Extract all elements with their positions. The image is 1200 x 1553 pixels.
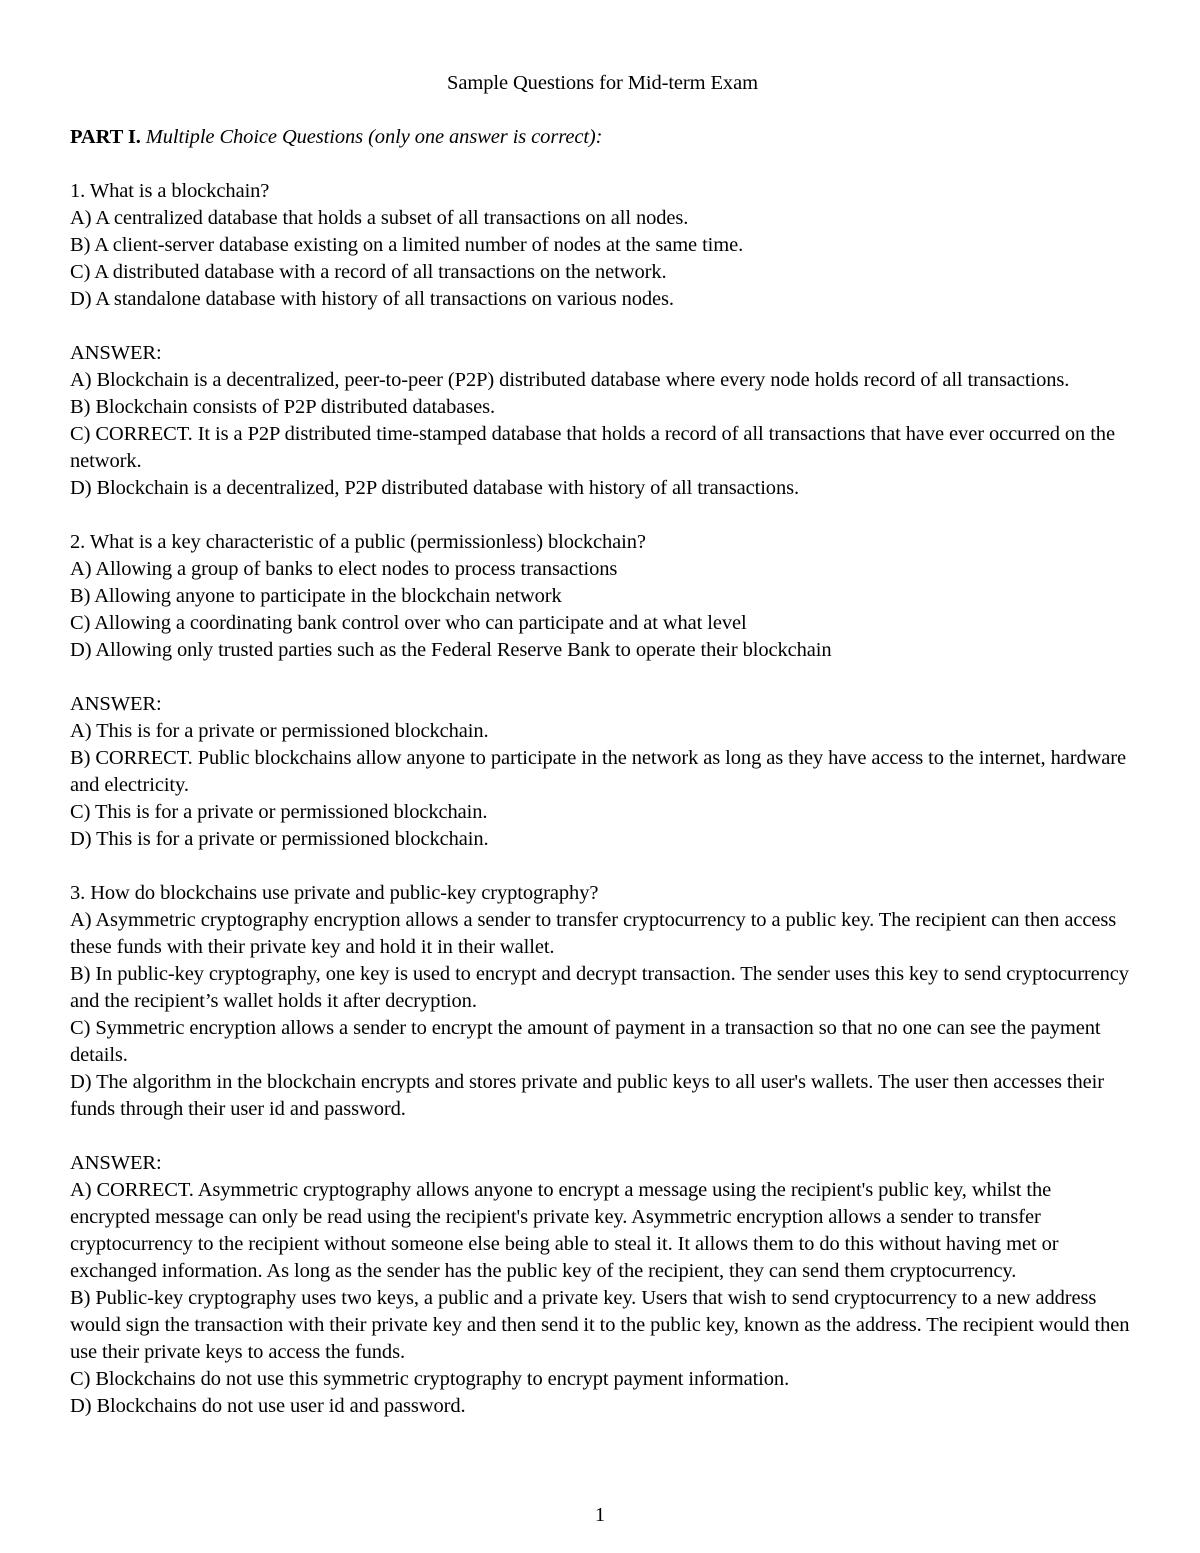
option-b: B) Allowing anyone to participate in the blockchain network [70,585,562,607]
answer-a: A) Blockchain is a decentralized, peer-to-peer (P2P) distributed database where every node holds record of all transactions. [70,369,1070,391]
question-text: 3. How do blockchains use private and public-key cryptography? [70,882,599,904]
document-page [70,70,1135,1447]
option-a: A) Asymmetric cryptography encryption allows a sender to transfer cryptocurrency to a public key. The recipient can then access these funds with their private key and hold it in their wallet. [70,909,1117,958]
option-d: D) A standalone database with history of all transactions on various nodes. [70,288,674,310]
question-3 [70,880,1135,1123]
question-1 [70,178,1135,313]
question-text: 1. What is a blockchain? [70,180,270,202]
answer-b: B) Public-key cryptography uses two keys, a public and a private key. Users that wish to send cryptocurrency to a new address would sign the transaction with their private key and then send it to the public key, known as the address. The recipient would then use their private keys to access the funds. [70,1287,1130,1363]
answer-label: ANSWER: [70,693,162,715]
answer-b: B) Blockchain consists of P2P distributed databases. [70,396,496,418]
part-instruction: Multiple Choice Questions (only one answer is correct): [145,126,603,148]
question-text: 2. What is a key characteristic of a public (permissionless) blockchain? [70,531,646,553]
answer-3 [70,1150,1135,1420]
question-2 [70,529,1135,664]
option-d: D) The algorithm in the blockchain encrypts and stores private and public keys to all user's wallets. The user then accesses their funds through their user id and password. [70,1071,1104,1120]
option-d: D) Allowing only trusted parties such as the Federal Reserve Bank to operate their blockchain [70,639,832,661]
option-b: B) In public-key cryptography, one key is used to encrypt and decrypt transaction. The sender uses this key to send cryptocurrency and the recipient’s wallet holds it after decryption. [70,963,1129,1012]
answer-c: C) Blockchains do not use this symmetric cryptography to encrypt payment information. [70,1368,790,1390]
answer-b: B) CORRECT. Public blockchains allow anyone to participate in the network as long as they have access to the internet, hardware and electricity. [70,747,1127,796]
option-c: C) Symmetric encryption allows a sender to encrypt the amount of payment in a transaction so that no one can see the payment details. [70,1017,1101,1066]
page-number: 1 [594,1504,606,1526]
answer-d: D) Blockchains do not use user id and password. [70,1395,466,1417]
answer-d: D) This is for a private or permissioned blockchain. [70,828,489,850]
option-a: A) A centralized database that holds a subset of all transactions on all nodes. [70,207,689,229]
answer-d: D) Blockchain is a decentralized, P2P distributed database with history of all transactions. [70,477,799,499]
answer-label: ANSWER: [70,1152,162,1174]
page-title: Sample Questions for Mid-term Exam [447,72,758,94]
answer-label: ANSWER: [70,342,162,364]
answer-2 [70,691,1135,853]
part-label: PART I. [70,126,141,148]
option-b: B) A client-server database existing on a limited number of nodes at the same time. [70,234,744,256]
answer-c: C) CORRECT. It is a P2P distributed time-stamped database that holds a record of all transactions that have ever occurred on the network. [70,423,1115,472]
option-a: A) Allowing a group of banks to elect nodes to process transactions [70,558,618,580]
option-c: C) A distributed database with a record of all transactions on the network. [70,261,667,283]
answer-a: A) This is for a private or permissioned blockchain. [70,720,489,742]
answer-1 [70,340,1135,502]
option-c: C) Allowing a coordinating bank control over who can participate and at what level [70,612,747,634]
answer-a: A) CORRECT. Asymmetric cryptography allows anyone to encrypt a message using the recipient's public key, whilst the encrypted message can only be read using the recipient's private key. Asymmetric encryption allows a sender to transfer cryptocurrency to the recipient without someone else being able to steal it. It allows them to do this without having met or exchanged information. As long as the sender has the public key of the recipient, they can send them cryptocurrency. [70,1179,1059,1282]
part-heading [70,124,1135,151]
answer-c: C) This is for a private or permissioned blockchain. [70,801,488,823]
